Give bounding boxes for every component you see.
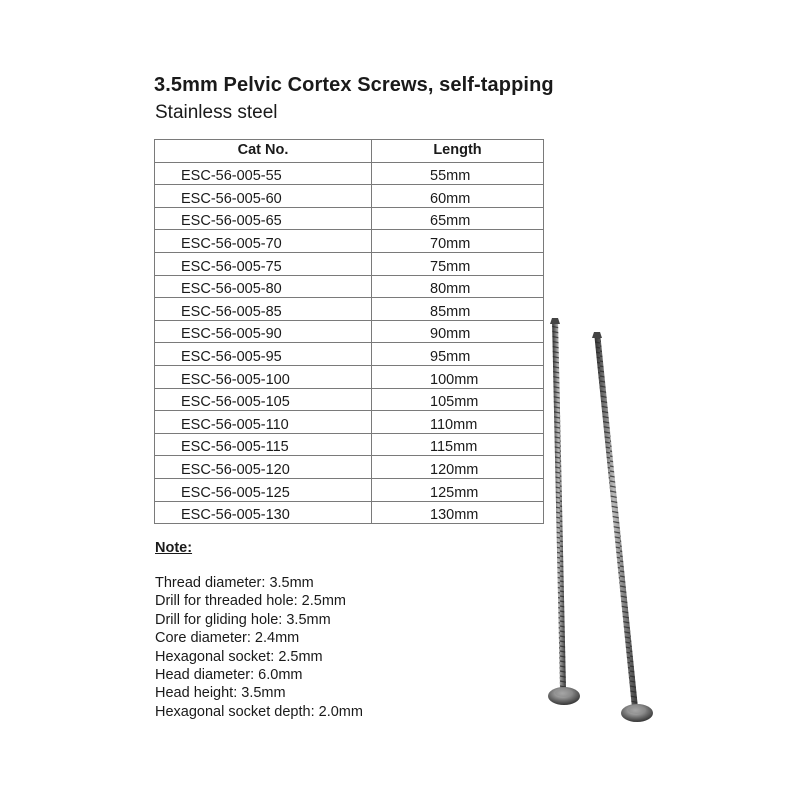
cat-no-cell: ESC-56-005-85 bbox=[155, 298, 372, 321]
note-heading: Note: bbox=[155, 540, 193, 556]
cat-no-cell: ESC-56-005-70 bbox=[155, 230, 372, 253]
length-cell: 130mm bbox=[372, 501, 544, 524]
length-cell: 65mm bbox=[372, 207, 544, 230]
cat-no-cell: ESC-56-005-95 bbox=[155, 343, 372, 366]
cat-no-cell: ESC-56-005-65 bbox=[155, 207, 372, 230]
cat-no-header: Cat No. bbox=[155, 140, 372, 163]
cat-no-cell: ESC-56-005-80 bbox=[155, 275, 372, 298]
note-item: Head height: 3.5mm bbox=[155, 685, 286, 702]
page-title: 3.5mm Pelvic Cortex Screws, self-tapping bbox=[154, 74, 554, 96]
table-row bbox=[155, 433, 544, 456]
length-cell: 105mm bbox=[372, 388, 544, 411]
table-row bbox=[155, 298, 544, 321]
note-item: Drill for threaded hole: 2.5mm bbox=[155, 593, 346, 610]
length-cell: 90mm bbox=[372, 320, 544, 343]
table-row bbox=[155, 365, 544, 388]
note-item: Hexagonal socket: 2.5mm bbox=[155, 648, 323, 665]
table-row bbox=[155, 501, 544, 524]
screws-image bbox=[540, 310, 680, 730]
table-row bbox=[155, 388, 544, 411]
table-row bbox=[155, 185, 544, 208]
table-row bbox=[155, 230, 544, 253]
length-cell: 110mm bbox=[372, 411, 544, 434]
note-item: Drill for gliding hole: 3.5mm bbox=[155, 611, 331, 628]
table-row bbox=[155, 320, 544, 343]
note-item: Thread diameter: 3.5mm bbox=[155, 575, 314, 591]
note-item: Head diameter: 6.0mm bbox=[155, 667, 303, 684]
note-item: Hexagonal socket depth: 2.0mm bbox=[155, 703, 363, 720]
cat-no-cell: ESC-56-005-130 bbox=[155, 501, 372, 524]
material-subtitle: Stainless steel bbox=[155, 102, 278, 123]
cat-no-cell: ESC-56-005-105 bbox=[155, 388, 372, 411]
table-row bbox=[155, 252, 544, 275]
length-cell: 75mm bbox=[372, 252, 544, 275]
screw-right bbox=[592, 332, 653, 722]
cat-no-cell: ESC-56-005-120 bbox=[155, 456, 372, 479]
length-cell: 80mm bbox=[372, 275, 544, 298]
length-header: Length bbox=[372, 140, 544, 163]
length-cell: 95mm bbox=[372, 343, 544, 366]
screw-left bbox=[548, 318, 580, 705]
length-cell: 60mm bbox=[372, 185, 544, 208]
table-header-row bbox=[155, 140, 544, 163]
cat-no-cell: ESC-56-005-55 bbox=[155, 162, 372, 185]
table-row bbox=[155, 411, 544, 434]
length-cell: 70mm bbox=[372, 230, 544, 253]
note-item: Core diameter: 2.4mm bbox=[155, 630, 300, 647]
length-cell: 115mm bbox=[372, 433, 544, 456]
table-row bbox=[155, 343, 544, 366]
cat-no-cell: ESC-56-005-75 bbox=[155, 252, 372, 275]
table-row bbox=[155, 275, 544, 298]
length-cell: 125mm bbox=[372, 478, 544, 501]
note-list bbox=[155, 574, 363, 721]
length-cell: 85mm bbox=[372, 298, 544, 321]
table-row bbox=[155, 162, 544, 185]
cat-no-cell: ESC-56-005-125 bbox=[155, 478, 372, 501]
length-cell: 120mm bbox=[372, 456, 544, 479]
table-row bbox=[155, 207, 544, 230]
cat-no-cell: ESC-56-005-115 bbox=[155, 433, 372, 456]
length-cell: 100mm bbox=[372, 365, 544, 388]
cat-no-cell: ESC-56-005-110 bbox=[155, 411, 372, 434]
length-cell: 55mm bbox=[372, 162, 544, 185]
cat-no-cell: ESC-56-005-60 bbox=[155, 185, 372, 208]
table-row bbox=[155, 456, 544, 479]
table-body bbox=[155, 162, 544, 524]
cat-no-cell: ESC-56-005-100 bbox=[155, 365, 372, 388]
catalog-table bbox=[154, 139, 544, 524]
cat-no-cell: ESC-56-005-90 bbox=[155, 320, 372, 343]
table-row bbox=[155, 478, 544, 501]
